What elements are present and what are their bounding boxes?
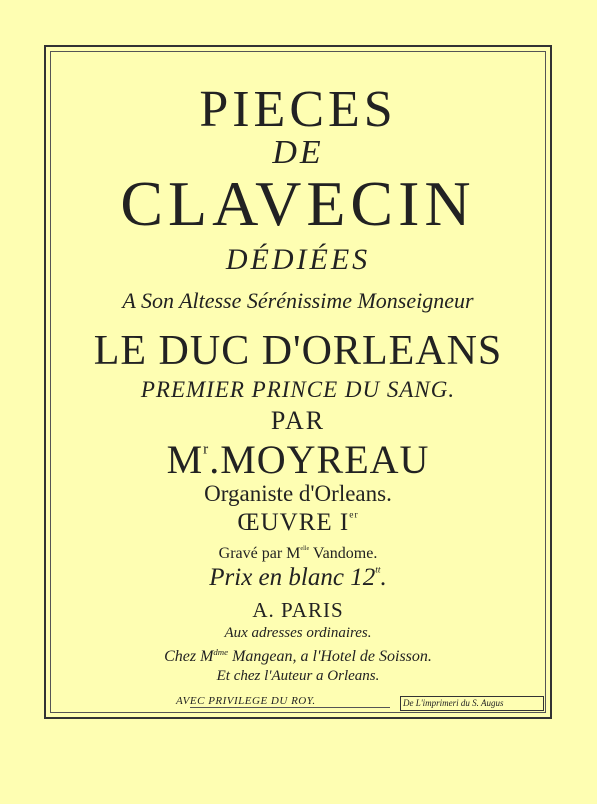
seller1-rest: Mangean, a l'Hotel de Soisson. (228, 648, 432, 666)
footer-rule (190, 707, 390, 708)
title-pieces: PIECES (199, 81, 397, 138)
royal-privilege: AVEC PRIVILEGE DU ROY. (176, 695, 316, 707)
title-de: DE (272, 134, 324, 171)
engraver-sup: elle (300, 546, 310, 553)
addresses-line: Aux adresses ordinaires. (224, 625, 372, 641)
author-surname: .MOYREAU (209, 437, 430, 482)
author-prefix-sup: r (203, 440, 210, 458)
dediees-heading: DÉDIÉES (225, 243, 371, 276)
dedicatee-rank: PREMIER PRINCE DU SANG. (140, 377, 456, 402)
seller1-prefix: Chez M (164, 648, 214, 666)
author-prefix: M (166, 437, 204, 482)
seller-line-1 (44, 648, 552, 665)
opus-sup: er (349, 510, 359, 521)
opus-number (44, 510, 552, 535)
dedicatee-name: LE DUC D'ORLEANS (93, 328, 503, 374)
author-role: Organiste d'Orleans. (204, 481, 392, 506)
price-main: Prix en blanc 12 (209, 564, 376, 591)
engraver-name: Vandome. (309, 545, 378, 562)
publication-city: A. PARIS (252, 598, 344, 622)
seller-line-2: Et chez l'Auteur a Orleans. (216, 668, 380, 684)
printer-stamp: De L'imprimeri du S. Augus (400, 696, 544, 711)
price-end: . (380, 564, 387, 591)
engraver-line (44, 546, 552, 562)
dedication-line: A Son Altesse Sérénissime Monseigneur (122, 288, 474, 313)
price-sup: tt (375, 565, 381, 576)
price-line (44, 565, 552, 590)
opus-main: ŒUVRE I (237, 509, 350, 536)
seller1-sup: dme (213, 647, 229, 657)
engraver-prefix: Gravé par M (218, 545, 301, 562)
title-clavecin: CLAVECIN (120, 168, 476, 239)
par-label: PAR (270, 406, 326, 435)
author-name (44, 437, 552, 482)
